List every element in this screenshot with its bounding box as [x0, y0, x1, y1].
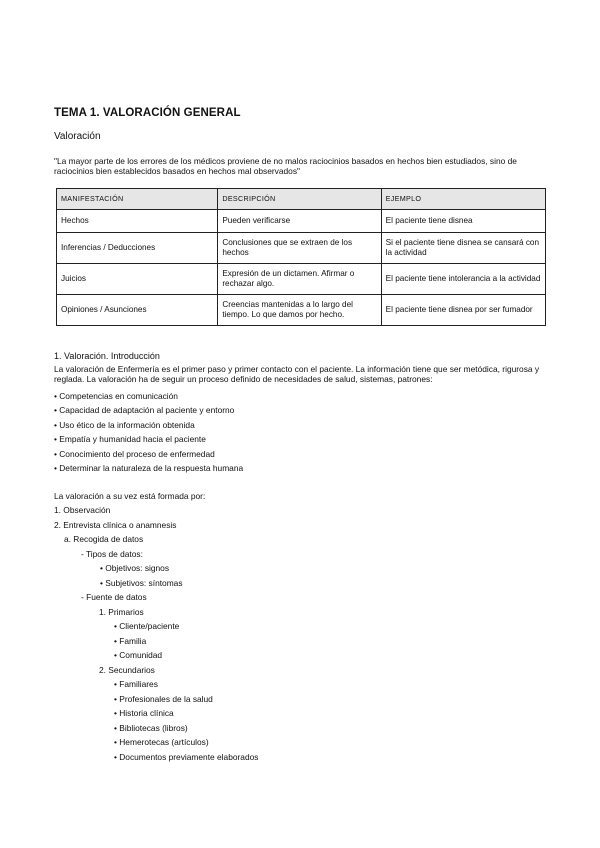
list-item: • Competencias en comunicación	[54, 391, 178, 401]
outline-item: • Familia	[114, 635, 147, 646]
table-cell: Creencias mantenidas a lo largo del tiempo. Lo que damos por hecho.	[218, 295, 381, 326]
section-subtitle: Valoración	[54, 131, 101, 142]
list-item: • Capacidad de adaptación al paciente y entorno	[54, 405, 235, 416]
outline-item: • Bibliotecas (libros)	[114, 722, 188, 733]
list-item: • Conocimiento del proceso de enfermedad	[54, 448, 215, 459]
outline-item: - Fuente de datos	[81, 592, 147, 602]
list-item: • Determinar la naturaleza de la respuesta humana	[54, 462, 244, 473]
table-cell: Juicios	[57, 264, 218, 295]
table-header-row	[57, 189, 546, 210]
table-row	[57, 295, 546, 326]
outline-item: • Profesionales de la salud	[114, 693, 213, 704]
outline-item: • Comunidad	[114, 650, 163, 660]
table-row	[57, 210, 546, 233]
page-title: TEMA 1. VALORACIÓN GENERAL	[54, 107, 241, 119]
manifestation-table	[56, 188, 546, 326]
outline-item: - Tipos de datos:	[81, 548, 143, 559]
table-cell: Expresión de un dictamen. Afirmar o rechazar algo.	[218, 264, 381, 295]
outline-item: 2. Entrevista clínica o anamnesis	[54, 519, 177, 530]
table-header-cell: EJEMPLO	[381, 189, 545, 210]
outline-item: 1. Observación	[54, 505, 111, 515]
outline-item: • Subjetivos: síntomas	[100, 577, 183, 588]
outline-item: • Objetivos: signos	[100, 563, 170, 573]
list-item: • Uso ético de la información obtenida	[54, 419, 195, 430]
table-cell: El paciente tiene intolerancia a la actividad	[381, 264, 545, 295]
outline-item: a. Recogida de datos	[64, 534, 144, 544]
table-cell: Conclusiones que se extraen de los hechos	[218, 233, 381, 264]
section-heading: 1. Valoración. Introducción	[54, 351, 160, 361]
table-header-cell: DESCRIPCIÓN	[218, 189, 381, 210]
valoracion-formada-text: La valoración a su vez está formada por:	[54, 491, 206, 501]
list-item: • Empatía y humanidad hacia el paciente	[54, 434, 206, 445]
intro-paragraph: La valoración de Enfermería es el primer paso y primer contacto con el paciente. La información tiene que ser metódica, rigurosa y reglada. La valoración ha de seguir un proceso definido de necesidades de salud, sistemas, patrones:	[54, 364, 540, 384]
outline-item: • Cliente/paciente	[114, 621, 180, 631]
table-cell: Inferencias / Deducciones	[57, 233, 218, 264]
outline-item: • Familiares	[114, 679, 158, 689]
table-row	[57, 264, 546, 295]
table-cell: Si el paciente tiene disnea se cansará con la actividad	[381, 233, 545, 264]
outline-item: • Historia clínica	[114, 708, 174, 718]
competencies-list	[54, 390, 243, 476]
quote-paragraph: "La mayor parte de los errores de los médicos proviene de no malos raciocinios basados en hechos bien estudiados, sino de raciocinios bien establecidos basados en hechos mal observados"	[54, 156, 517, 176]
outline-item: 1. Primarios	[99, 606, 144, 617]
outline-item: • Hemerotecas (artículos)	[114, 737, 209, 747]
table-cell: Opiniones / Asunciones	[57, 295, 218, 326]
table-cell: Pueden verificarse	[218, 210, 381, 233]
table-header-cell: MANIFESTACIÓN	[57, 189, 218, 210]
outline-item: 2. Secundarios	[99, 664, 155, 675]
table-cell: Hechos	[57, 210, 218, 233]
table-row	[57, 233, 546, 264]
table-cell: El paciente tiene disnea por ser fumador	[381, 295, 545, 326]
table-cell: El paciente tiene disnea	[381, 210, 545, 233]
outline-item: • Documentos previamente elaborados	[114, 751, 259, 762]
